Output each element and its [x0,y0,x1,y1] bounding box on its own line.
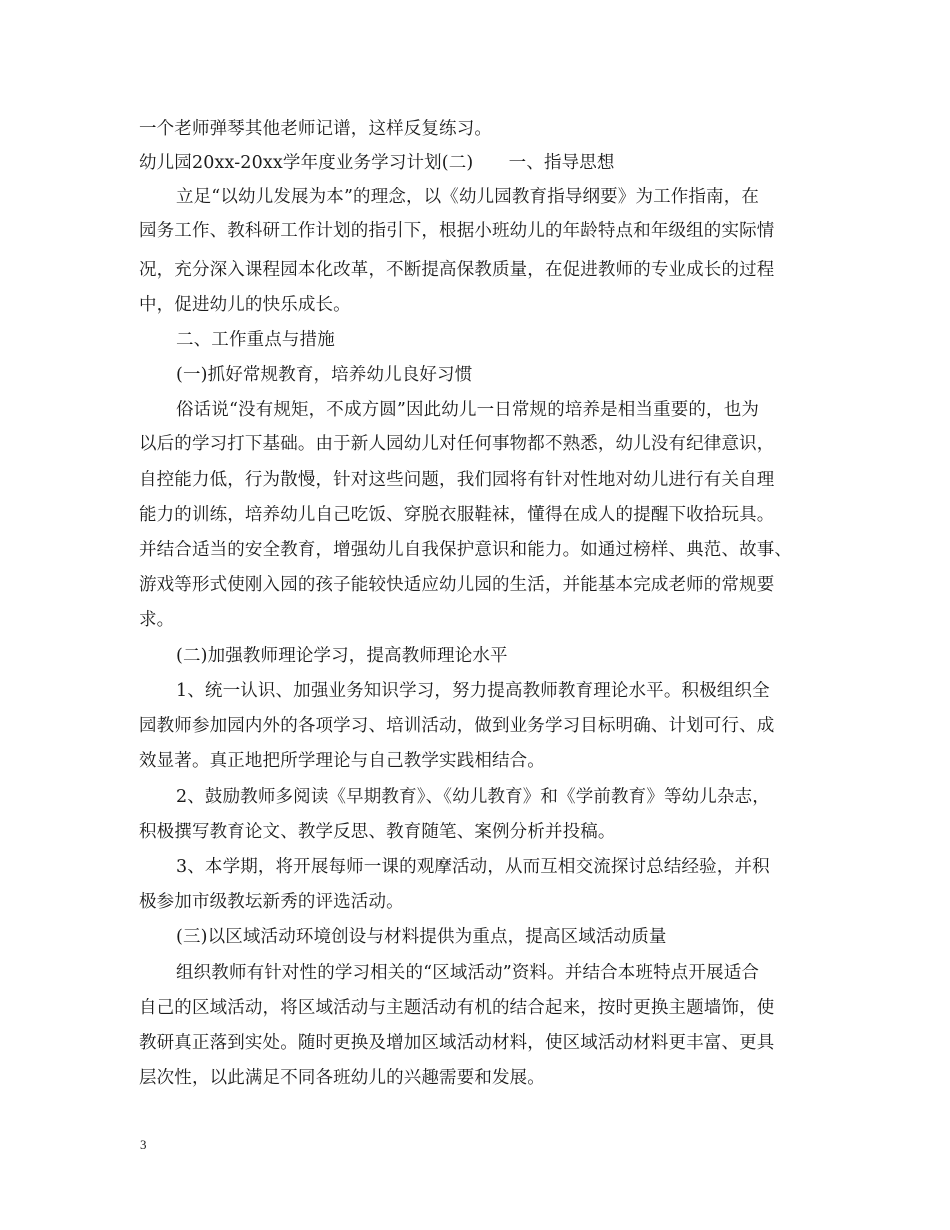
text-line: 教研真正落到实处。随时更换及增加区域活动材料，使区域活动材料更丰富、更具 [139,1033,775,1053]
paragraph-first-line: 2、鼓励教师多阅读《早期教育》、《幼儿教育》和《学前教育》等幼儿杂志， [176,787,770,807]
text-line: 积极撰写教育论文、教学反思、教育随笔、案例分析并投稿。 [139,822,616,842]
text-line: 园务工作、教科研工作计划的指引下，根据小班幼儿的年龄特点和年级组的实际情 [139,221,775,241]
section-heading: 二、工作重点与措施 [176,330,335,350]
text-line: 并结合适当的安全教育，增强幼儿自我保护意识和能力。如通过榜样、典范、故事、 [139,540,793,560]
text-line: 中，促进幼儿的快乐成长。 [139,295,351,315]
paragraph-first-line: 3、本学期，将开展每师一课的观摩活动，从而互相交流探讨总结经验，并积 [176,857,770,877]
subsection-heading: (一)抓好常规教育，培养幼儿良好习惯 [176,365,473,385]
text-line: 游戏等形式使刚入园的孩子能较快适应幼儿园的生活，并能基本完成老师的常规要 [139,575,775,595]
text-line: 以后的学习打下基础。由于新人园幼儿对任何事物都不熟悉，幼儿没有纪律意识， [139,434,775,454]
page-number: 3 [140,1137,147,1152]
text-line: 求。 [139,610,175,630]
text-line: 自己的区域活动，将区域活动与主题活动有机的结合起来，按时更换主题墙饰，使 [139,998,775,1018]
paragraph-first-line: 立足“以幼儿发展为本”的理念，以《幼儿园教育指导纲要》为工作指南，在 [176,187,759,207]
text-line: 极参加市级教坛新秀的评选活动。 [139,892,404,912]
paragraph-first-line: 组织教师有针对性的学习相关的“区域活动”资料。并结合本班特点开展适合 [176,963,759,983]
paragraph-first-line: 1、统一认识、加强业务知识学习，努力提高教师教育理论水平。积极组织全 [176,681,770,701]
text-line: 自控能力低，行为散慢，针对这些问题，我们园将有针对性地对幼儿进行有关自理 [139,470,775,490]
paragraph-first-line: 俗话说“没有规矩，不成方圆”因此幼儿一日常规的培养是相当重要的，也为 [176,400,759,420]
text-line: 园教师参加园内外的各项学习、培训活动，做到业务学习目标明确、计划可行、成 [139,716,775,736]
text-line: 幼儿园20xx-20xx学年度业务学习计划(二) 一、指导思想 [139,153,615,173]
subsection-heading: (三)以区域活动环境创设与材料提供为重点，提高区域活动质量 [176,927,667,947]
subsection-heading: (二)加强教师理论学习，提高教师理论水平 [176,646,508,666]
text-line: 况，充分深入课程园本化改革，不断提高保教质量，在促进教师的专业成长的过程 [139,260,775,280]
text-line: 能力的训练，培养幼儿自己吃饭、穿脱衣服鞋袜，懂得在成人的提醒下收拾玩具。 [139,505,775,525]
text-line: 层次性，以此满足不同各班幼儿的兴趣需要和发展。 [139,1068,545,1088]
text-line: 一个老师弹琴其他老师记谱，这样反复练习。 [139,119,492,139]
text-line: 效显著。真正地把所学理论与自己教学实践相结合。 [139,751,545,771]
